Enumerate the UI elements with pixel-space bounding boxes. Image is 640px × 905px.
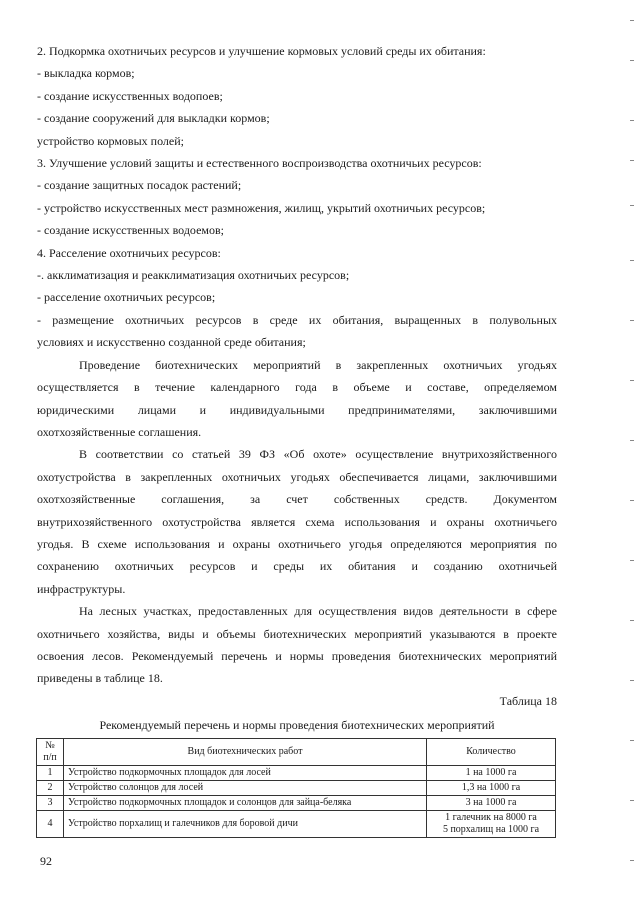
- scan-edge-mark: [630, 800, 634, 801]
- paragraph-line: охотхозяйственные соглашения, за счет собственных средств. Документом: [37, 492, 557, 507]
- list-item: - создание сооружений для выкладки кормов;: [37, 111, 270, 126]
- row-work: Устройство солонцов для лосей: [64, 781, 427, 796]
- paragraph-line: сохранению охотничьих ресурсов и среды их обитания и созданию охотничьей: [37, 559, 557, 574]
- scan-edge-mark: [630, 620, 634, 621]
- list-heading: 3. Улучшение условий защиты и естественного воспроизводства охотничьих ресурсов:: [37, 156, 482, 171]
- paragraph-line: В соответствии со статьей 39 ФЗ «Об охоте» осуществление внутрихозяйственного: [79, 447, 557, 462]
- scan-edge-mark: [630, 320, 634, 321]
- paragraph-line: На лесных участках, предоставленных для осуществления видов деятельности в сфере: [79, 604, 557, 619]
- row-quantity-line: 1 галечник на 8000 га: [445, 812, 537, 823]
- list-item: - расселение охотничьих ресурсов;: [37, 290, 216, 305]
- paragraph-line: охотничьего хозяйства, виды и объемы биотехнических мероприятий указываются в проекте: [37, 626, 557, 641]
- list-item: устройство кормовых полей;: [37, 133, 184, 148]
- scan-edge-mark: [630, 380, 634, 381]
- paragraph-line: охотустройства в закрепленных охотничьих угодьях обеспечивается лицами, заключившими: [37, 469, 557, 484]
- row-quantity: 1 на 1000 га: [427, 766, 556, 781]
- row-number: 2: [37, 781, 64, 796]
- table-row: [37, 796, 556, 811]
- table-title: Рекомендуемый перечень и нормы проведения биотехнических мероприятий: [99, 718, 495, 733]
- paragraph-line: юридическими лицами и индивидуальными предпринимателями, заключившими: [37, 402, 557, 417]
- paragraph-line: Проведение биотехнических мероприятий в закрепленных охотничьих угодьях: [79, 357, 557, 372]
- page-number: 92: [40, 854, 52, 868]
- row-number: 1: [37, 766, 64, 781]
- paragraph-line: приведены в таблице 18.: [37, 671, 163, 686]
- table-row: [37, 781, 556, 796]
- paragraph-line: освоения лесов. Рекомендуемый перечень и нормы проведения биотехнических мероприятий: [37, 648, 557, 663]
- scan-edge-mark: [630, 440, 634, 441]
- row-quantity: [427, 811, 556, 838]
- scan-edge-mark: [630, 205, 634, 206]
- list-item: - размещение охотничьих ресурсов в среде их обитания, выращенных в полувольных: [37, 312, 557, 327]
- table-header-row: [37, 739, 556, 766]
- column-header-quantity: Количество: [427, 739, 556, 766]
- scan-edge-mark: [630, 680, 634, 681]
- table-label: Таблица 18: [499, 693, 557, 708]
- table-row: [37, 811, 556, 838]
- paragraph-line: охотхозяйственные соглашения.: [37, 424, 202, 439]
- list-item: - устройство искусственных мест размножения, жилищ, укрытий охотничьих ресурсов;: [37, 200, 486, 215]
- list-item-continuation: условиях и искусственно созданной среде обитания;: [37, 335, 306, 350]
- column-header-work-type: Вид биотехнических работ: [64, 739, 427, 766]
- row-quantity: 3 на 1000 га: [427, 796, 556, 811]
- row-quantity: 1,3 на 1000 га: [427, 781, 556, 796]
- row-work: Устройство подкормочных площадок для лосей: [64, 766, 427, 781]
- scan-edge-mark: [630, 60, 634, 61]
- row-number: 4: [37, 811, 64, 838]
- scan-edge-mark: [630, 160, 634, 161]
- list-item: - создание искусственных водопоев;: [37, 88, 223, 103]
- row-work: Устройство порхалищ и галечников для боровой дичи: [64, 811, 427, 838]
- row-quantity-line: 5 порхалищ на 1000 га: [442, 824, 540, 835]
- scan-edge-mark: [630, 560, 634, 561]
- scan-edge-mark: [630, 860, 634, 861]
- list-item: -. акклиматизация и реакклиматизация охотничьих ресурсов;: [37, 268, 350, 283]
- paragraph-line: внутрихозяйственного охотустройства является схема использования и охраны охотничьего: [37, 514, 557, 529]
- paragraph-line: осуществляется в течение календарного года в объеме и составе, определяемом: [37, 380, 557, 395]
- list-item: - создание искусственных водоемов;: [37, 223, 224, 238]
- scan-edge-mark: [630, 20, 634, 21]
- paragraph-line: угодья. В схеме использования и охраны охотничьего угодья определяются мероприятия по: [37, 536, 557, 551]
- scan-edge-mark: [630, 260, 634, 261]
- list-heading: 4. Расселение охотничьих ресурсов:: [37, 245, 221, 260]
- body-text: [37, 40, 557, 737]
- list-heading: 2. Подкормка охотничьих ресурсов и улучшение кормовых условий среды их обитания:: [37, 44, 486, 58]
- scan-edge-mark: [630, 740, 634, 741]
- list-item: - создание защитных посадок растений;: [37, 178, 242, 193]
- row-number: 3: [37, 796, 64, 811]
- norms-table: [36, 738, 556, 838]
- row-work: Устройство подкормочных площадок и солонцов для зайца-беляка: [64, 796, 427, 811]
- table-row: [37, 766, 556, 781]
- list-item: - выкладка кормов;: [37, 66, 135, 81]
- scan-edge-mark: [630, 120, 634, 121]
- scan-edge-mark: [630, 500, 634, 501]
- paragraph-line: инфраструктуры.: [37, 581, 126, 596]
- column-header-number: № п/п: [37, 739, 64, 766]
